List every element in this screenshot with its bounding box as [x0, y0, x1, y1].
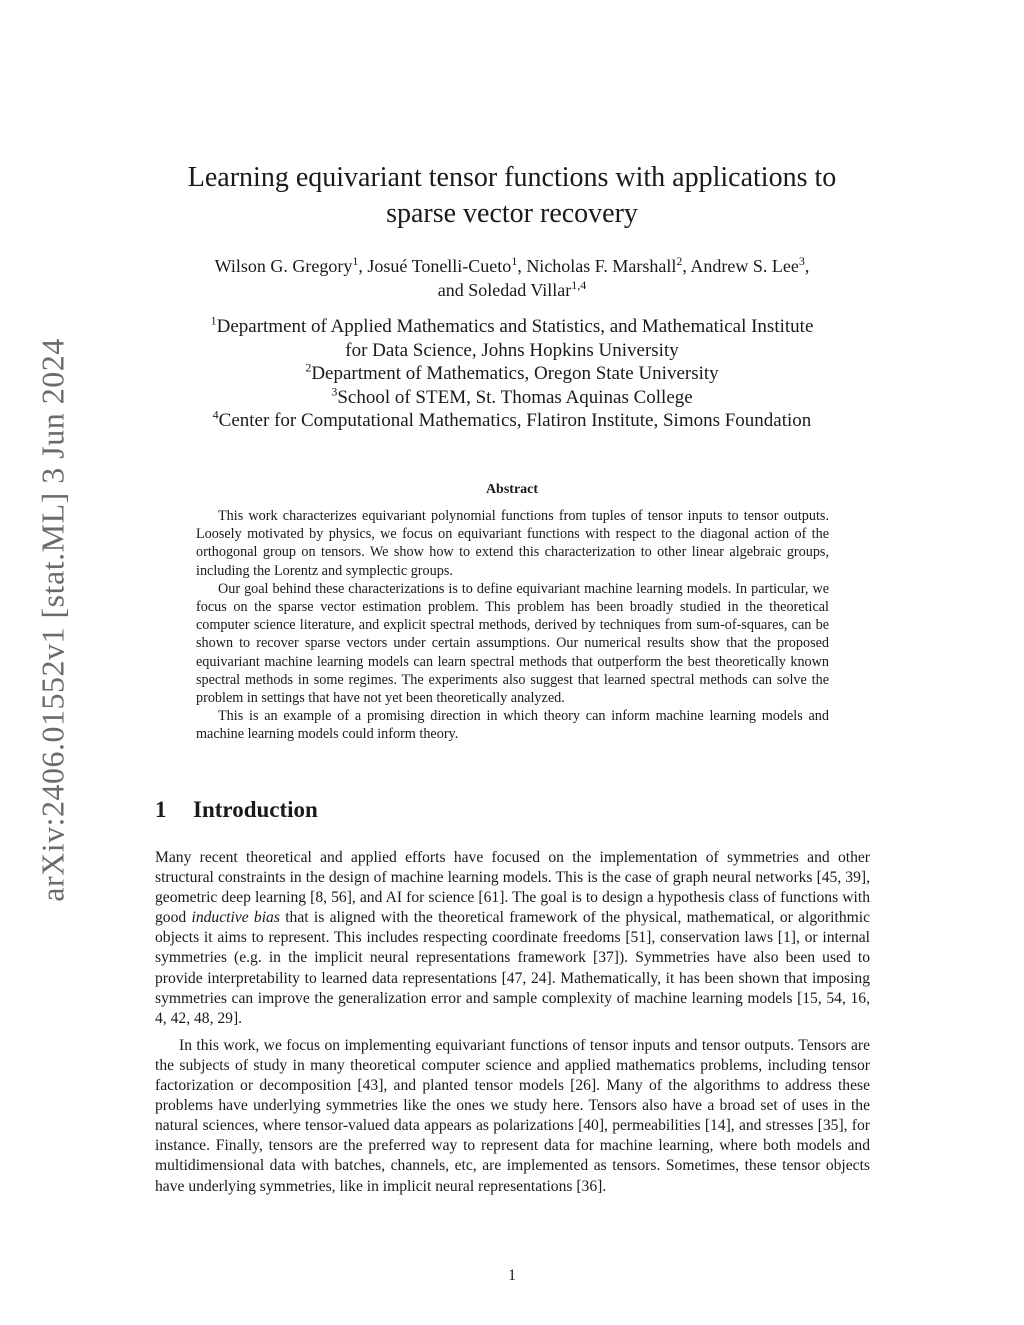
abstract-paragraph: This is an example of a promising direction in which theory can inform machine learning models and machine learning models could inform theory.	[196, 708, 829, 743]
affiliation-item	[140, 386, 884, 410]
affiliation-item	[140, 315, 884, 362]
author-affiliation-mark: 3	[798, 254, 805, 268]
author-affiliation-mark: 1	[352, 254, 359, 268]
paper-title	[140, 160, 884, 232]
author-list: Wilson G. Gregory$^1$, Josué Tonelli-Cueto$^1$, Nicholas F. Marshall$^2$, Andrew S. Lee$^3$, and Soledad Villar$^{1,4}$	[214, 254, 810, 300]
introduction-body	[155, 848, 870, 1197]
author-name: Nicholas F. Marshall	[526, 256, 677, 276]
affiliation-text-continued: for Data Science, Johns Hopkins University	[345, 339, 679, 361]
title-line-1: Learning equivariant tensor functions with applications to	[187, 162, 837, 193]
author-affiliation-mark: 1	[511, 254, 518, 268]
page-number: 1	[508, 1267, 516, 1284]
intro-paragraph-1	[155, 848, 870, 1029]
author-name: Wilson G. Gregory	[214, 256, 353, 276]
author-affiliation-mark: 1,4	[571, 278, 587, 292]
section-heading-introduction	[155, 797, 318, 823]
affiliation-text: Center for Computational Mathematics, Flatiron Institute, Simons Foundation	[218, 410, 812, 431]
intro-paragraph-2: In this work, we focus on implementing equivariant functions of tensor inputs and tensor outputs. Tensors are the subjects of study in many theoretical computer science and applied mathematics problems, including tensor factorization or decomposition [43], and planted tensor models [26]. Many of the algorithms to address these problems have underlying symmetries like the ones we study here. Tensors also have a broad set of uses in the natural sciences, where tensor-valued data appears as polarizations [40], permeabilities [14], and stresses [35], for instance. Finally, tensors are the preferred way to represent data for machine learning, where both models and multidimensional data with batches, channels, etc, are implemented as tensors. Sometimes, these tensor objects have underlying symmetries, like in implicit neural representations [36].	[155, 1036, 870, 1195]
affiliation-number: 3	[331, 384, 338, 399]
intro-text: that is aligned with the theoretical framework of the physical, mathematical, or algorithmic objects it aims to represent. This includes respecting coordinate freedoms [51], conservation laws [1], or internal symmetries (e.g. in the implicit neural representations framework [37]). Symmetries have also been used to provide interpretability to learned data representations [47, 24]. Mathematically, it has been shown that imposing symmetries can improve the generalization error and sample complexity of machine learning models [15, 54, 16, 4, 42, 48, 29].	[155, 909, 870, 1027]
abstract-heading: Abstract	[485, 482, 539, 497]
affiliation-text: Department of Mathematics, Oregon State University	[311, 363, 719, 384]
title-line-2: sparse vector recovery	[386, 198, 638, 229]
author-name: Andrew S. Lee	[690, 256, 799, 276]
affiliation-number: 4	[212, 407, 219, 422]
affiliation-number: 2	[305, 360, 312, 375]
abstract-body	[196, 507, 829, 744]
arxiv-identifier-stamp[interactable]: arXiv:2406.01552v1 [stat.ML] 3 Jun 2024	[34, 338, 71, 902]
affiliation-number: 1	[210, 313, 217, 328]
affiliation-item	[140, 409, 884, 433]
section-title: Introduction	[193, 797, 318, 822]
author-name: Josué Tonelli-Cueto	[367, 256, 512, 276]
affiliation-item	[140, 362, 884, 386]
affiliation-text: School of STEM, St. Thomas Aquinas College	[337, 386, 693, 408]
affiliation-list	[140, 315, 884, 433]
abstract-paragraph: Our goal behind these characterizations is to define equivariant machine learning models. In particular, we focus on the sparse vector estimation problem. This problem has been broadly studied in the theoretical computer science literature, and explicit spectral methods, derived by techniques from sum-of-squares, can be shown to recover sparse vectors under certain assumptions. Our numerical results show that the proposed equivariant machine learning models can learn spectral methods that outperform the best theoretically known spectral methods in some regimes. The experiments also suggest that learned spectral methods can solve the problem in settings that have not yet been theoretically analyzed.	[196, 580, 829, 707]
affiliation-text: Department of Applied Mathematics and Statistics, and Mathematical Institute	[216, 316, 814, 337]
author-name: Soledad Villar	[468, 280, 572, 300]
abstract-paragraph: This work characterizes equivariant polynomial functions from tuples of tensor inputs to tensor outputs. Loosely motivated by physics, we focus on equivariant functions with respect to the diagonal action of the orthogonal group on tensors. We show how to extend this characterization to other linear algebraic groups, including the Lorentz and symplectic groups.	[196, 508, 829, 579]
author-affiliation-mark: 2	[676, 254, 683, 268]
intro-text: Many recent theoretical and applied efforts have focused on the implementation of symmetries and other structural constraints in the design of machine learning models. This is the case of graph neural networks [45, 39], geometric deep learning [8, 56], and AI for science [61]. The goal is to design a hypothesis class of functions with good	[155, 849, 870, 927]
intro-emphasis: inductive bias	[191, 909, 280, 927]
section-number: 1	[155, 797, 167, 822]
